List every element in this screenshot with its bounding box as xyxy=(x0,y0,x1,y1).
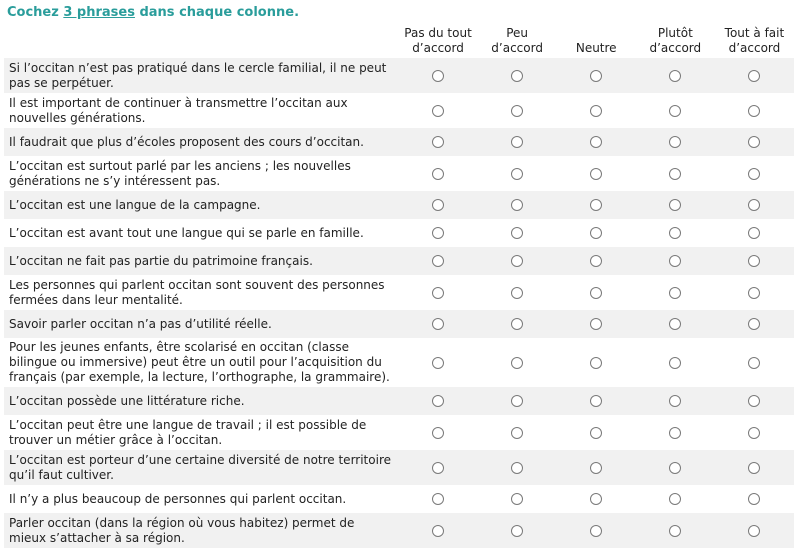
statement-row xyxy=(4,156,794,191)
option-cell xyxy=(478,156,557,191)
option-cell xyxy=(715,415,794,450)
radio-button[interactable] xyxy=(511,287,523,299)
statement-text: L’occitan est porteur d’une certaine diversité de notre territoire qu’il faut cultiver. xyxy=(9,452,391,482)
option-cell xyxy=(478,310,557,338)
statement-row xyxy=(4,58,794,93)
radio-button[interactable] xyxy=(432,227,444,239)
statement-row xyxy=(4,513,794,548)
option-cell xyxy=(636,338,715,387)
radio-button[interactable] xyxy=(748,493,760,505)
column-header: Plutôt d’accord xyxy=(649,26,702,55)
option-cell xyxy=(557,219,636,247)
option-cell xyxy=(636,191,715,219)
option-cell xyxy=(557,58,636,93)
radio-button[interactable] xyxy=(432,525,444,537)
option-cell xyxy=(478,128,557,156)
option-cell xyxy=(636,128,715,156)
option-cell xyxy=(557,338,636,387)
radio-button[interactable] xyxy=(511,525,523,537)
option-cell xyxy=(478,338,557,387)
radio-button[interactable] xyxy=(748,70,760,82)
header-blank xyxy=(4,24,398,58)
radio-button[interactable] xyxy=(590,255,602,267)
radio-button[interactable] xyxy=(590,136,602,148)
radio-button[interactable] xyxy=(432,136,444,148)
radio-button[interactable] xyxy=(590,462,602,474)
radio-button[interactable] xyxy=(432,493,444,505)
instruction-count: 3 phrases xyxy=(63,5,135,20)
radio-button[interactable] xyxy=(511,105,523,117)
radio-button[interactable] xyxy=(511,227,523,239)
option-cell xyxy=(398,191,477,219)
option-cell xyxy=(715,93,794,128)
option-cell xyxy=(557,450,636,485)
option-cell xyxy=(398,485,477,513)
radio-button[interactable] xyxy=(432,70,444,82)
radio-button[interactable] xyxy=(669,493,681,505)
option-cell xyxy=(398,513,477,548)
option-cell xyxy=(715,338,794,387)
statement-text: Si l’occitan n’est pas pratiqué dans le cercle familial, il ne peut pas se perpétuer. xyxy=(9,60,387,90)
radio-button[interactable] xyxy=(511,136,523,148)
statement-row xyxy=(4,275,794,310)
statement-text: L’occitan ne fait pas partie du patrimoine français. xyxy=(9,253,313,268)
column-header: Peu d’accord xyxy=(491,26,543,55)
likert-table xyxy=(4,24,794,548)
radio-button[interactable] xyxy=(748,136,760,148)
instruction-text xyxy=(7,4,299,22)
radio-button[interactable] xyxy=(432,395,444,407)
radio-button[interactable] xyxy=(590,357,602,369)
option-cell xyxy=(636,58,715,93)
statement-text: Il est important de continuer à transmettre l’occitan aux nouvelles générations. xyxy=(9,95,348,125)
option-cell xyxy=(557,93,636,128)
statement-text: L’occitan possède une littérature riche. xyxy=(9,393,245,408)
column-header: Neutre xyxy=(575,41,617,55)
option-cell xyxy=(398,338,477,387)
radio-button[interactable] xyxy=(590,105,602,117)
radio-button[interactable] xyxy=(432,199,444,211)
statement-row xyxy=(4,191,794,219)
option-cell xyxy=(636,310,715,338)
radio-button[interactable] xyxy=(669,318,681,330)
radio-button[interactable] xyxy=(511,357,523,369)
statement-text: Pour les jeunes enfants, être scolarisé en occitan (classe bilingue ou immersive) peut être un outil pour l’acquisition du français (par exemple, la lecture, l’orthographe, la grammaire). xyxy=(9,340,390,384)
statement-row xyxy=(4,310,794,338)
radio-button[interactable] xyxy=(748,357,760,369)
radio-button[interactable] xyxy=(669,357,681,369)
option-cell xyxy=(715,310,794,338)
statement-text: Parler occitan (dans la région où vous habitez) permet de mieux s’attacher à sa région. xyxy=(9,515,355,545)
option-cell xyxy=(636,247,715,275)
statement-row xyxy=(4,415,794,450)
option-cell xyxy=(398,93,477,128)
option-cell xyxy=(398,275,477,310)
statement-row xyxy=(4,485,794,513)
radio-button[interactable] xyxy=(590,70,602,82)
radio-button[interactable] xyxy=(511,493,523,505)
radio-button[interactable] xyxy=(669,136,681,148)
statement-text: Il n’y a plus beaucoup de personnes qui parlent occitan. xyxy=(9,491,347,506)
option-cell xyxy=(636,387,715,415)
radio-button[interactable] xyxy=(669,227,681,239)
radio-button[interactable] xyxy=(669,427,681,439)
radio-button[interactable] xyxy=(669,287,681,299)
option-cell xyxy=(636,156,715,191)
statement-text: Il faudrait que plus d’écoles proposent des cours d’occitan. xyxy=(9,134,364,149)
option-cell xyxy=(398,310,477,338)
option-cell xyxy=(636,275,715,310)
radio-button[interactable] xyxy=(432,427,444,439)
radio-button[interactable] xyxy=(669,199,681,211)
radio-button[interactable] xyxy=(748,427,760,439)
statement-text: L’occitan est une langue de la campagne. xyxy=(9,197,261,212)
option-cell xyxy=(478,485,557,513)
radio-button[interactable] xyxy=(748,287,760,299)
option-cell xyxy=(715,387,794,415)
radio-button[interactable] xyxy=(590,199,602,211)
radio-button[interactable] xyxy=(511,462,523,474)
radio-button[interactable] xyxy=(511,427,523,439)
option-cell xyxy=(715,156,794,191)
option-cell xyxy=(557,128,636,156)
statement-row xyxy=(4,93,794,128)
statement-text: L’occitan peut être une langue de travail ; il est possible de trouver un métier grâce à l’occitan. xyxy=(9,417,367,447)
statement-row xyxy=(4,338,794,387)
option-cell xyxy=(557,415,636,450)
statement-row xyxy=(4,128,794,156)
statement-row xyxy=(4,450,794,485)
radio-button[interactable] xyxy=(669,525,681,537)
option-cell xyxy=(398,450,477,485)
radio-button[interactable] xyxy=(432,357,444,369)
option-cell xyxy=(636,219,715,247)
radio-button[interactable] xyxy=(590,395,602,407)
option-cell xyxy=(398,156,477,191)
radio-button[interactable] xyxy=(590,493,602,505)
statement-row xyxy=(4,247,794,275)
option-cell xyxy=(398,128,477,156)
option-cell xyxy=(398,415,477,450)
radio-button[interactable] xyxy=(432,462,444,474)
radio-button[interactable] xyxy=(590,427,602,439)
option-cell xyxy=(715,513,794,548)
radio-button[interactable] xyxy=(748,462,760,474)
option-cell xyxy=(715,485,794,513)
option-cell xyxy=(715,275,794,310)
radio-button[interactable] xyxy=(432,168,444,180)
radio-button[interactable] xyxy=(669,168,681,180)
radio-button[interactable] xyxy=(432,255,444,267)
option-cell xyxy=(557,310,636,338)
option-cell xyxy=(478,415,557,450)
column-header: Pas du tout d’accord xyxy=(404,26,472,55)
option-cell xyxy=(636,513,715,548)
radio-button[interactable] xyxy=(748,105,760,117)
option-cell xyxy=(715,219,794,247)
option-cell xyxy=(478,387,557,415)
option-cell xyxy=(557,191,636,219)
option-cell xyxy=(398,219,477,247)
option-cell xyxy=(557,156,636,191)
option-cell xyxy=(478,93,557,128)
option-cell xyxy=(478,450,557,485)
statement-row xyxy=(4,219,794,247)
option-cell xyxy=(478,275,557,310)
radio-button[interactable] xyxy=(669,105,681,117)
radio-button[interactable] xyxy=(669,462,681,474)
statement-text: Savoir parler occitan n’a pas d’utilité réelle. xyxy=(9,316,272,331)
option-cell xyxy=(557,485,636,513)
instruction-suffix: dans chaque colonne. xyxy=(134,5,300,20)
option-cell xyxy=(557,275,636,310)
radio-button[interactable] xyxy=(748,199,760,211)
option-cell xyxy=(478,513,557,548)
radio-button[interactable] xyxy=(590,168,602,180)
radio-button[interactable] xyxy=(432,105,444,117)
radio-button[interactable] xyxy=(590,287,602,299)
radio-button[interactable] xyxy=(511,168,523,180)
option-cell xyxy=(478,219,557,247)
option-cell xyxy=(715,191,794,219)
option-cell xyxy=(715,247,794,275)
radio-button[interactable] xyxy=(748,525,760,537)
radio-button[interactable] xyxy=(748,318,760,330)
radio-button[interactable] xyxy=(669,70,681,82)
radio-button[interactable] xyxy=(590,318,602,330)
radio-button[interactable] xyxy=(748,227,760,239)
option-cell xyxy=(478,58,557,93)
radio-button[interactable] xyxy=(748,168,760,180)
radio-button[interactable] xyxy=(748,395,760,407)
option-cell xyxy=(557,513,636,548)
radio-button[interactable] xyxy=(511,199,523,211)
option-cell xyxy=(636,450,715,485)
option-cell xyxy=(557,247,636,275)
radio-button[interactable] xyxy=(511,255,523,267)
option-cell xyxy=(636,415,715,450)
header-row xyxy=(4,24,794,58)
radio-button[interactable] xyxy=(669,255,681,267)
column-header: Tout à fait d’accord xyxy=(724,26,785,55)
radio-button[interactable] xyxy=(511,395,523,407)
radio-button[interactable] xyxy=(511,318,523,330)
radio-button[interactable] xyxy=(590,525,602,537)
option-cell xyxy=(478,191,557,219)
statement-row xyxy=(4,387,794,415)
option-cell xyxy=(557,387,636,415)
statement-rows xyxy=(4,58,794,548)
option-cell xyxy=(636,485,715,513)
option-cell xyxy=(715,58,794,93)
radio-button[interactable] xyxy=(432,318,444,330)
radio-button[interactable] xyxy=(432,287,444,299)
statement-text: L’occitan est avant tout une langue qui se parle en famille. xyxy=(9,225,364,240)
radio-button[interactable] xyxy=(669,395,681,407)
instruction-prefix: Cochez xyxy=(7,5,64,20)
option-cell xyxy=(715,128,794,156)
option-cell xyxy=(478,247,557,275)
statement-text: Les personnes qui parlent occitan sont souvent des personnes fermées dans leur mentalité. xyxy=(9,277,385,307)
option-cell xyxy=(398,247,477,275)
option-cell xyxy=(398,58,477,93)
radio-button[interactable] xyxy=(590,227,602,239)
radio-button[interactable] xyxy=(748,255,760,267)
option-cell xyxy=(715,450,794,485)
statement-text: L’occitan est surtout parlé par les anciens ; les nouvelles générations ne s’y intéressent pas. xyxy=(9,158,351,188)
option-cell xyxy=(398,387,477,415)
option-cell xyxy=(636,93,715,128)
radio-button[interactable] xyxy=(511,70,523,82)
